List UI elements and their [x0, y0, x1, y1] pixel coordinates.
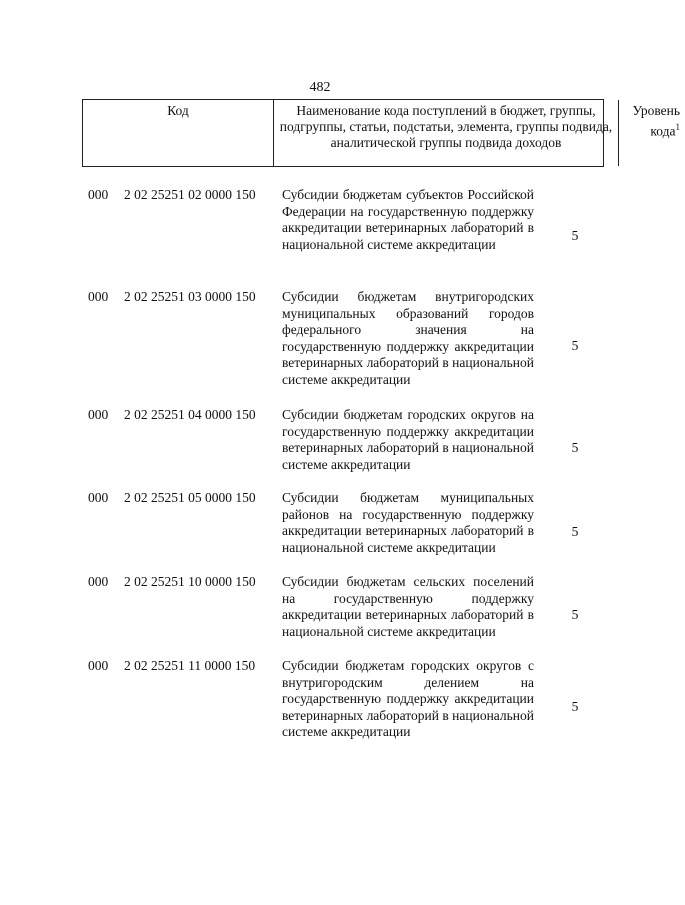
- header-level-footnote: 1: [675, 122, 680, 132]
- table-header: [82, 99, 680, 167]
- row-level: 5: [571, 607, 579, 622]
- row-code: 2 02 25251 05 0000 150: [124, 490, 256, 505]
- header-name: Наименование кода поступлений в бюджет, группы, подгруппы, статьи, подстатьи, элемента, группы подвида, аналитической группы подвида доходов: [274, 100, 619, 166]
- row-prefix: 000: [88, 490, 109, 505]
- header-code: Код: [83, 100, 274, 166]
- row-level: 5: [571, 440, 579, 455]
- row-name: Субсидии бюджетам сельских поселений на государственную поддержку аккредитации ветеринарных лабораторий в национальной системе аккредитации: [282, 574, 534, 639]
- row-level: 5: [571, 524, 579, 539]
- row-prefix: 000: [88, 289, 109, 304]
- row-level: 5: [571, 699, 579, 714]
- row-name: Субсидии бюджетам городских округов с внутригородским делением на государственную поддержку аккредитации ветеринарных лабораторий в национальной системе аккредитации: [282, 658, 534, 739]
- row-level: 5: [571, 228, 579, 243]
- row-name: Субсидии бюджетам муниципальных районов на государственную поддержку аккредитации ветеринарных лабораторий в национальной системе аккредитации: [282, 490, 534, 555]
- row-name: Субсидии бюджетам городских округов на государственную поддержку аккредитации ветеринарных лабораторий в национальной системе аккредитации: [282, 407, 534, 472]
- row-prefix: 000: [88, 407, 109, 422]
- row-prefix: 000: [88, 574, 109, 589]
- row-name: Субсидии бюджетам внутригородских муниципальных образований городов федерального значения на государственную поддержку аккредитации ветеринарных лабораторий в национальной системе аккредитации: [282, 289, 534, 387]
- header-level-label: Уровень кода: [632, 103, 680, 139]
- page-number: 482: [309, 80, 331, 95]
- row-prefix: 000: [88, 658, 109, 673]
- header-level: [619, 100, 685, 166]
- row-code: 2 02 25251 04 0000 150: [124, 407, 256, 422]
- row-code: 2 02 25251 11 0000 150: [124, 658, 256, 673]
- row-code: 2 02 25251 03 0000 150: [124, 289, 256, 304]
- row-code: 2 02 25251 10 0000 150: [124, 574, 256, 589]
- row-prefix: 000: [88, 187, 109, 202]
- row-level: 5: [571, 338, 579, 353]
- row-name: Субсидии бюджетам субъектов Российской Федерации на государственную поддержку аккредитации ветеринарных лабораторий в национальной системе аккредитации: [282, 187, 534, 252]
- row-code: 2 02 25251 02 0000 150: [124, 187, 256, 202]
